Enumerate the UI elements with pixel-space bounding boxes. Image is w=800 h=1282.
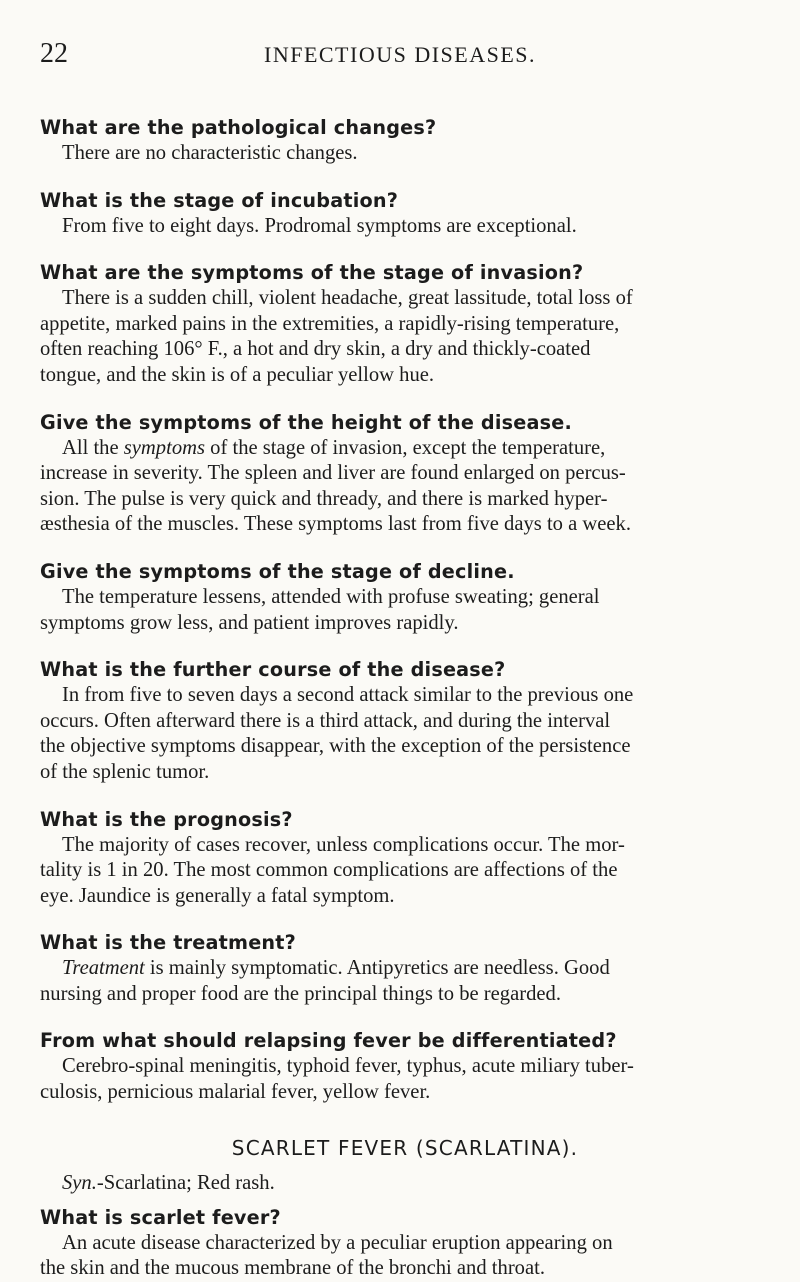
question: What are the symptoms of the stage of invasion? bbox=[40, 261, 584, 285]
synonym-line bbox=[40, 1170, 770, 1196]
running-head bbox=[40, 38, 770, 74]
qa-treatment bbox=[40, 929, 770, 1007]
answer: An acute disease characterized by a peculiar eruption appearing on the skin and the mucous membrane of the bronchi and throat. bbox=[40, 1231, 613, 1280]
question: What is the further course of the disease? bbox=[40, 658, 506, 682]
qa-what-is-scarlet-fever bbox=[40, 1204, 770, 1282]
question: What is the prognosis? bbox=[40, 807, 293, 831]
question: What is the stage of incubation? bbox=[40, 188, 399, 212]
answer-emphasis: symptoms bbox=[123, 436, 206, 459]
question: What are the pathological changes? bbox=[40, 116, 437, 139]
qa-pathological-changes bbox=[40, 114, 770, 167]
answer: Cerebro-spinal meningitis, typhoid fever, typhus, acute miliary tuber- culosis, pernicious malarial fever, yellow fever. bbox=[40, 1055, 634, 1104]
answer-prefix: All the bbox=[62, 436, 124, 459]
qa-decline-symptoms bbox=[40, 558, 770, 636]
question: Give the symptoms of the height of the disease. bbox=[40, 410, 572, 434]
synonym-label: Syn. bbox=[62, 1171, 97, 1194]
answer: There are no characteristic changes. bbox=[62, 142, 358, 164]
answer: There is a sudden chill, violent headache, great lassitude, total loss of appetite, marked pains in the extremities, a rapidly-rising temperature, often reaching 106° F., a hot and dry skin, a dry and thickly-coated tongue, and the skin is of a peculiar yellow hue. bbox=[40, 287, 633, 386]
qa-prognosis bbox=[40, 806, 770, 910]
qa-differentiation bbox=[40, 1027, 770, 1105]
synonym-text: -Scarlatina; Red rash. bbox=[96, 1171, 275, 1194]
running-title: INFECTIOUS DISEASES. bbox=[264, 42, 537, 67]
qa-further-course bbox=[40, 656, 770, 785]
qa-height-symptoms bbox=[40, 409, 770, 538]
question: From what should relapsing fever be differentiated? bbox=[40, 1029, 617, 1053]
answer-emphasis: Treatment bbox=[62, 957, 145, 980]
question: What is scarlet fever? bbox=[40, 1205, 281, 1229]
answer: The majority of cases recover, unless complications occur. The mor- tality is 1 in 20. The most common complications are affections of the eye. Jaundice is generally a fatal symptom. bbox=[40, 833, 625, 907]
answer-rest: is mainly symptomatic. Antipyretics are needless. Good nursing and proper food are the principal things to be regarded. bbox=[40, 957, 610, 1005]
question: What is the treatment? bbox=[40, 931, 296, 955]
answer: From five to eight days. Prodromal symptoms are exceptional. bbox=[62, 214, 577, 237]
question: Give the symptoms of the stage of decline. bbox=[40, 559, 515, 583]
answer-rest: of the stage of invasion, except the temperature, increase in severity. The spleen and liver are found enlarged on percus- sion. The pulse is very quick and thready, and there is marked hyper- æsthesia of the muscles. These symptoms last from five days to a week. bbox=[40, 436, 632, 536]
page-number: 22 bbox=[40, 38, 68, 69]
qa-invasion-symptoms bbox=[40, 259, 770, 388]
answer: In from five to seven days a second attack similar to the previous one occurs. Often afterward there is a third attack, and during the interval the objective symptoms disappear, with the exception of the persistence of the splenic tumor. bbox=[40, 684, 634, 783]
answer bbox=[40, 436, 770, 538]
answer: The temperature lessens, attended with profuse sweating; general symptoms grow less, and patient improves rapidly. bbox=[40, 585, 600, 634]
section-heading: SCARLET FEVER (SCARLATINA). bbox=[231, 1135, 579, 1160]
qa-incubation bbox=[40, 187, 770, 240]
answer bbox=[40, 956, 770, 1007]
